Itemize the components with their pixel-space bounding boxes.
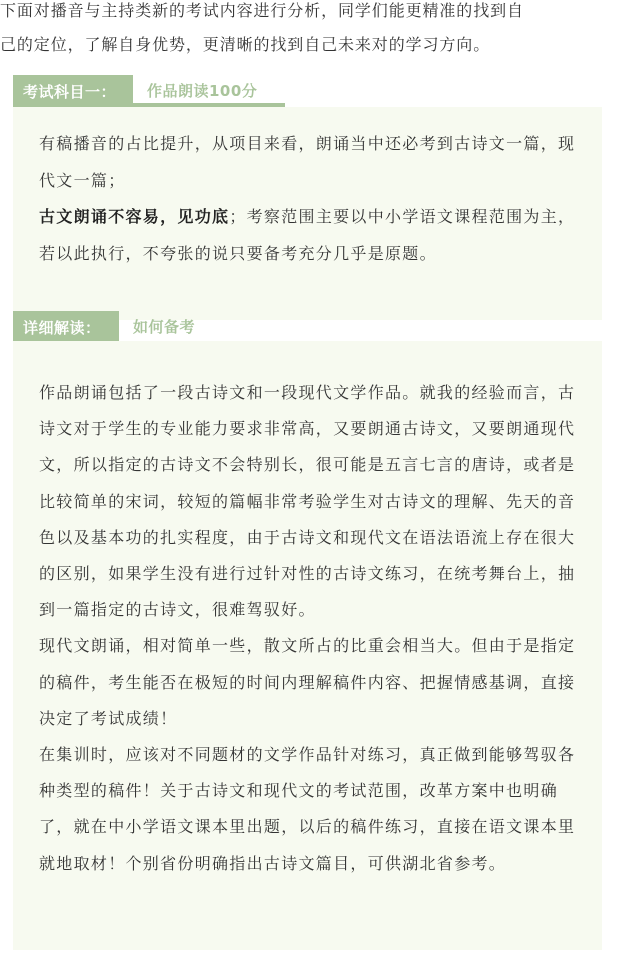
section-tag: 考试科目一：: [13, 75, 133, 109]
content-panel-detailed-reading: [13, 341, 602, 950]
bold-highlight: 古文朗诵不容易，见功底: [39, 207, 230, 226]
paragraph: 在集训时，应该对不同题材的文学作品针对练习，真正做到能够驾驭各种类型的稿件！关于古诗文和现代文的考试范围，改革方案中也明确了，就在中小学语文课本里出题，以后的稿件练习，直接在语文课本里就地取材！个别省份明确指出古诗文篇目，可供湖北省参考。: [39, 745, 576, 873]
intro-line-1: 下面对播音与主持类新的考试内容进行分析，同学们能更精准的找到自: [0, 1, 524, 20]
paragraph: [39, 199, 578, 272]
paragraph: 有稿播音的占比提升，从项目来看，朗诵当中还必考到古诗文一篇，现代文一篇；: [39, 134, 576, 190]
section-tag: 详细解读：: [13, 311, 119, 345]
paragraph: 作品朗诵包括了一段古诗文和一段现代文学作品。就我的经验而言，古诗文对于学生的专业能力要求非常高，又要朗通古诗文，又要朗通现代文，所以指定的古诗文不会特别长，很可能是五言七言的唐诗，或者是比较简单的宋词，较短的篇幅非常考验学生对古诗文的理解、先天的音色以及基本功的扎实程度，由于古诗文和现代文在语法语流上存在很大的区别，如果学生没有进行过针对性的古诗文练习，在统考舞台上，抽到一篇指定的古诗文，很难驾驭好。: [39, 383, 576, 620]
section-header-exam-subject: [13, 75, 313, 109]
intro-line-2: 己的定位，了解自身优势，更清晰的找到自己未来对的学习方向。: [0, 35, 491, 54]
paragraph-text: ；考察范围主要以中小学语文课程范围为主，若以此执行，不夸张的说只要备考充分几乎是原题。: [39, 207, 576, 263]
content-panel-exam-subject: [13, 107, 602, 320]
intro-text: [0, 0, 619, 62]
section-header-detailed-reading: [13, 311, 213, 345]
section-subtitle: 如何备考: [133, 318, 196, 336]
paragraph: 现代文朗诵，相对简单一些，散文所占的比重会相当大。但由于是指定的稿件，考生能否在极短的时间内理解稿件内容、把握情感基调，直接决定了考试成绩！: [39, 636, 576, 728]
section-subtitle: 作品朗读100分: [147, 82, 258, 100]
